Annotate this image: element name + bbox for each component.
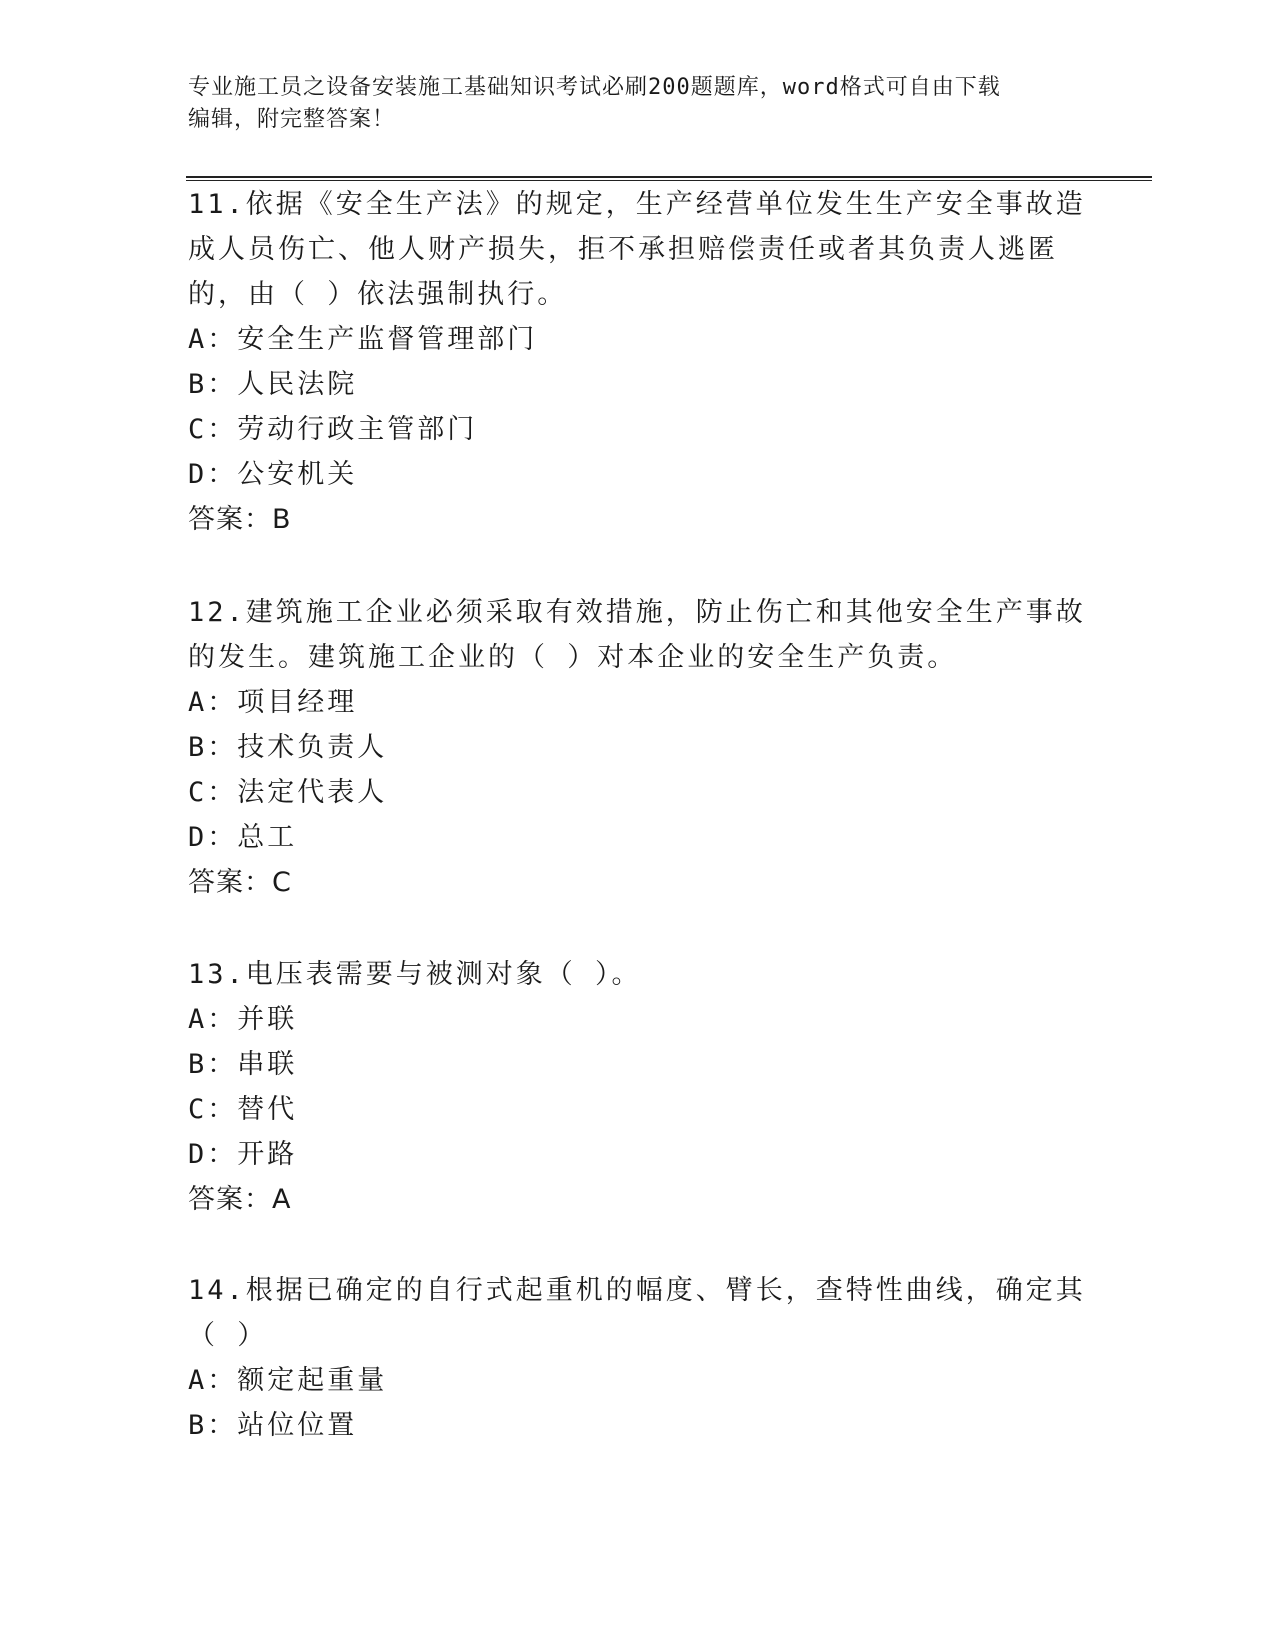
question-11	[188, 182, 1088, 542]
answer: 答案：B	[188, 504, 292, 535]
header-line-1: 专业施工员之设备安装施工基础知识考试必刷200题题库，word格式可自由下载	[188, 75, 1001, 100]
header-line-2: 编辑，附完整答案！	[188, 107, 396, 132]
question-12	[188, 590, 1088, 905]
option-d: D：公安机关	[188, 459, 358, 490]
option-c: C：替代	[188, 1094, 298, 1125]
header-divider	[186, 176, 1152, 181]
option-a: A：安全生产监督管理部门	[188, 324, 538, 355]
option-b: B：站位位置	[188, 1410, 358, 1441]
option-b: B：人民法院	[188, 369, 358, 400]
question-stem: 11.依据《安全生产法》的规定，生产经营单位发生生产安全事故造成人员伤亡、他人财产损失，拒不承担赔偿责任或者其负责人逃匿的，由（ ）依法强制执行。	[188, 189, 1086, 310]
option-d: D：开路	[188, 1139, 298, 1170]
question-stem: 12.建筑施工企业必须采取有效措施，防止伤亡和其他安全生产事故的发生。建筑施工企业的（ ）对本企业的安全生产负责。	[188, 597, 1086, 673]
question-stem: 14.根据已确定的自行式起重机的幅度、臂长，查特性曲线，确定其（ ）	[188, 1275, 1086, 1351]
option-d: D：总工	[188, 822, 298, 853]
option-b: B：串联	[188, 1049, 298, 1080]
document-header	[188, 72, 1088, 136]
option-a: A：项目经理	[188, 687, 358, 718]
question-13	[188, 952, 1088, 1222]
answer: 答案：A	[188, 1184, 292, 1215]
question-14	[188, 1268, 1088, 1448]
option-c: C：劳动行政主管部门	[188, 414, 478, 445]
question-stem: 13.电压表需要与被测对象（ ）。	[188, 959, 642, 990]
option-c: C：法定代表人	[188, 777, 388, 808]
option-a: A：额定起重量	[188, 1365, 388, 1396]
answer: 答案：C	[188, 867, 292, 898]
option-a: A：并联	[188, 1004, 298, 1035]
option-b: B：技术负责人	[188, 732, 388, 763]
